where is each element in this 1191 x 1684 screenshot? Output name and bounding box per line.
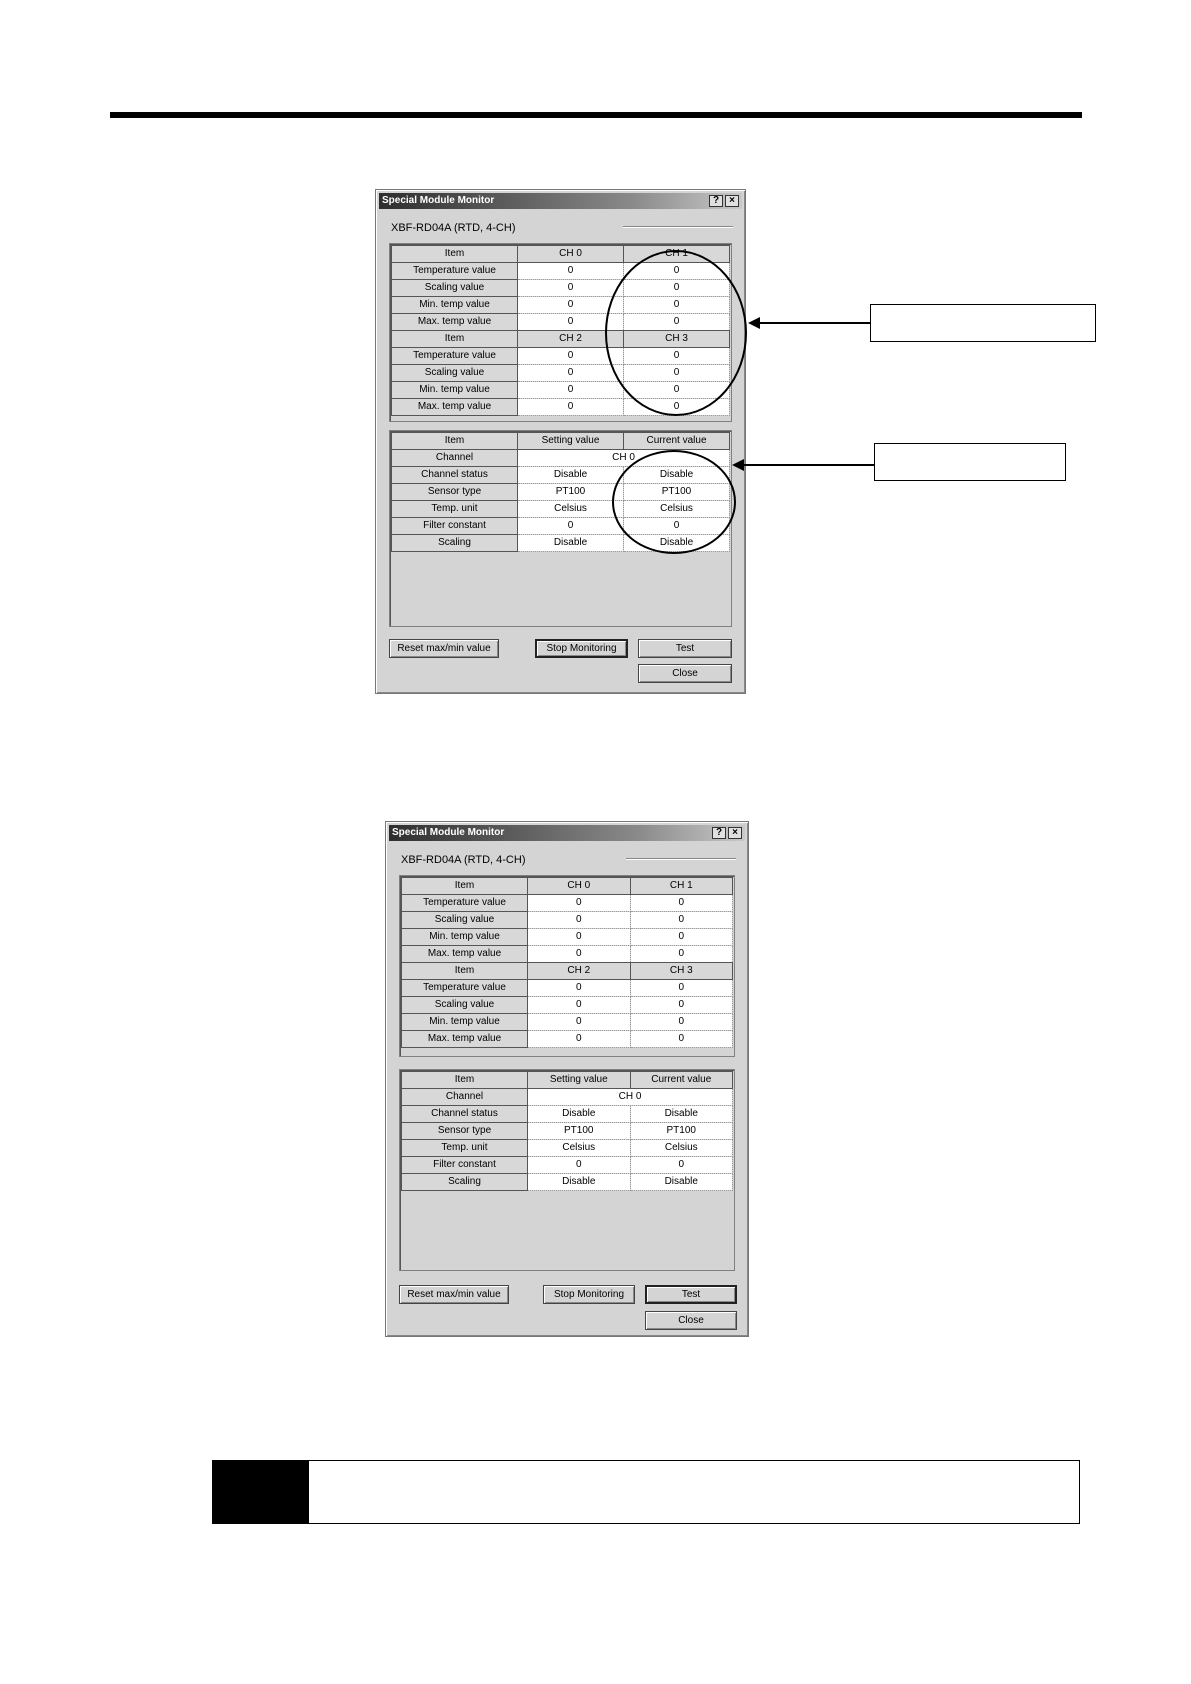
cell-value: PT100	[630, 1123, 733, 1140]
cell-value: 0	[528, 1014, 631, 1031]
row-label: Temperature value	[402, 895, 528, 912]
note-label-tab	[213, 1461, 309, 1523]
header-ch0: CH 0	[518, 246, 624, 263]
special-module-monitor-dialog	[375, 189, 746, 694]
settings-panel	[399, 1069, 735, 1271]
row-label: Temp. unit	[392, 501, 518, 518]
header-item: Item	[402, 878, 528, 895]
header-ch0: CH 0	[528, 878, 631, 895]
cell-value: 0	[518, 280, 624, 297]
row-label: Channel	[392, 450, 518, 467]
table-row[interactable]	[392, 484, 730, 501]
channel-row[interactable]	[402, 1089, 733, 1106]
row-label: Scaling	[402, 1174, 528, 1191]
cell-value: Disable	[630, 1106, 733, 1123]
row-label: Temperature value	[392, 348, 518, 365]
row-label: Temp. unit	[402, 1140, 528, 1157]
row-label: Min. temp value	[392, 382, 518, 399]
cell-value: 0	[518, 314, 624, 331]
header-current-value: Current value	[630, 1072, 733, 1089]
arrow-line	[758, 322, 870, 324]
table-row[interactable]	[402, 1106, 733, 1123]
table-row[interactable]	[402, 946, 733, 963]
row-label: Temperature value	[402, 980, 528, 997]
row-label: Scaling value	[392, 365, 518, 382]
table-row[interactable]	[402, 1174, 733, 1191]
row-label: Temperature value	[392, 263, 518, 280]
cell-value: 0	[624, 314, 730, 331]
channel-row[interactable]	[392, 450, 730, 467]
row-label: Scaling value	[402, 997, 528, 1014]
cell-value: 0	[630, 912, 733, 929]
table-row[interactable]	[392, 518, 730, 535]
cell-value: 0	[624, 280, 730, 297]
help-icon[interactable]: ?	[712, 827, 726, 839]
cell-value: 0	[518, 348, 624, 365]
cell-value: 0	[624, 382, 730, 399]
table-row[interactable]	[402, 997, 733, 1014]
stop-monitoring-button[interactable]: Stop Monitoring	[535, 639, 628, 658]
table-row[interactable]	[402, 929, 733, 946]
table-header-row	[402, 963, 733, 980]
cell-value: 0	[528, 946, 631, 963]
channel-value-panel	[389, 243, 732, 422]
help-icon[interactable]: ?	[709, 195, 723, 207]
cell-value: 0	[518, 365, 624, 382]
row-label: Min. temp value	[402, 929, 528, 946]
cell-value: 0	[630, 1014, 733, 1031]
cell-value: 0	[630, 946, 733, 963]
row-label: Channel	[402, 1089, 528, 1106]
cell-value[interactable]: PT100	[518, 484, 624, 501]
table-row[interactable]	[392, 348, 730, 365]
table-row[interactable]	[392, 382, 730, 399]
cell-value[interactable]: Disable	[528, 1174, 631, 1191]
module-name: XBF-RD04A (RTD, 4-CH)	[391, 222, 516, 234]
row-label: Filter constant	[392, 518, 518, 535]
settings-panel	[389, 430, 732, 627]
callout-box	[870, 304, 1096, 342]
row-label: Max. temp value	[402, 1031, 528, 1048]
stop-monitoring-button[interactable]: Stop Monitoring	[543, 1285, 635, 1304]
header-setting-value: Setting value	[528, 1072, 631, 1089]
table-row[interactable]	[392, 501, 730, 518]
header-ch2: CH 2	[518, 331, 624, 348]
module-name: XBF-RD04A (RTD, 4-CH)	[401, 854, 526, 866]
cell-value: Celsius	[624, 501, 730, 518]
row-label: Min. temp value	[392, 297, 518, 314]
row-label: Max. temp value	[402, 946, 528, 963]
dialog-titlebar: Special Module Monitor	[379, 193, 742, 209]
header-item: Item	[402, 963, 528, 980]
cell-value: 0	[528, 1031, 631, 1048]
header-ch2: CH 2	[528, 963, 631, 980]
table-header-row	[392, 433, 730, 450]
cell-value: 0	[630, 997, 733, 1014]
cell-value[interactable]: Celsius	[528, 1140, 631, 1157]
row-label: Channel status	[392, 467, 518, 484]
header-ch3: CH 3	[624, 331, 730, 348]
table-header-row	[402, 878, 733, 895]
row-label: Scaling	[392, 535, 518, 552]
table-row[interactable]	[392, 467, 730, 484]
cell-value: 0	[624, 518, 730, 535]
cell-value: 0	[630, 1031, 733, 1048]
header-item: Item	[392, 433, 518, 450]
table-row[interactable]	[392, 314, 730, 331]
cell-value: 0	[528, 895, 631, 912]
arrow-head	[732, 459, 744, 471]
channel-value-table	[401, 877, 733, 1048]
cell-value[interactable]: PT100	[528, 1123, 631, 1140]
cell-value: 0	[630, 980, 733, 997]
top-rule	[110, 112, 1082, 118]
row-label: Channel status	[402, 1106, 528, 1123]
cell-value: Celsius	[630, 1140, 733, 1157]
cell-value: 0	[528, 980, 631, 997]
header-current-value: Current value	[624, 433, 730, 450]
cell-value[interactable]: 0	[518, 518, 624, 535]
cell-value: 0	[624, 365, 730, 382]
cell-value: 0	[624, 399, 730, 416]
cell-value: 0	[630, 929, 733, 946]
cell-value[interactable]: Disable	[518, 467, 624, 484]
cell-value: 0	[518, 399, 624, 416]
close-button[interactable]: Close	[645, 1311, 737, 1330]
table-header-row	[392, 246, 730, 263]
table-row[interactable]	[402, 1157, 733, 1174]
row-label: Max. temp value	[392, 399, 518, 416]
row-label: Scaling value	[392, 280, 518, 297]
settings-table	[391, 432, 730, 552]
row-label: Max. temp value	[392, 314, 518, 331]
cell-value[interactable]: Celsius	[518, 501, 624, 518]
row-label: Scaling value	[402, 912, 528, 929]
separator	[623, 226, 733, 228]
table-row[interactable]	[402, 1031, 733, 1048]
cell-value: 0	[624, 263, 730, 280]
cell-value[interactable]: 0	[528, 1157, 631, 1174]
row-label: Min. temp value	[402, 1014, 528, 1031]
header-setting-value: Setting value	[518, 433, 624, 450]
close-icon[interactable]: ×	[725, 195, 739, 207]
cell-value: 0	[624, 297, 730, 314]
dialog-titlebar: Special Module Monitor	[389, 825, 745, 841]
row-label: Filter constant	[402, 1157, 528, 1174]
callout-box	[874, 443, 1066, 481]
cell-value: 0	[518, 263, 624, 280]
table-row[interactable]	[392, 399, 730, 416]
table-header-row	[402, 1072, 733, 1089]
cell-value: 0	[630, 1157, 733, 1174]
header-ch1: CH 1	[624, 246, 730, 263]
table-row[interactable]	[402, 912, 733, 929]
cell-value: Disable	[624, 467, 730, 484]
header-ch3: CH 3	[630, 963, 733, 980]
cell-value[interactable]: Disable	[518, 535, 624, 552]
note-box	[212, 1460, 1080, 1524]
separator	[626, 858, 736, 860]
cell-value: 0	[518, 382, 624, 399]
cell-value[interactable]: Disable	[528, 1106, 631, 1123]
table-row[interactable]	[392, 535, 730, 552]
close-icon[interactable]: ×	[728, 827, 742, 839]
cell-value: PT100	[624, 484, 730, 501]
table-row[interactable]	[392, 263, 730, 280]
cell-value: 0	[528, 929, 631, 946]
header-item: Item	[392, 246, 518, 263]
test-button[interactable]: Test	[645, 1285, 737, 1304]
channel-value-panel	[399, 875, 735, 1057]
header-ch1: CH 1	[630, 878, 733, 895]
close-button[interactable]: Close	[638, 664, 732, 683]
table-row[interactable]	[392, 297, 730, 314]
table-row[interactable]	[402, 980, 733, 997]
channel-selector[interactable]: CH 0	[528, 1089, 733, 1106]
cell-value: 0	[630, 895, 733, 912]
channel-selector[interactable]: CH 0	[518, 450, 730, 467]
cell-value: 0	[518, 297, 624, 314]
table-row[interactable]	[402, 1014, 733, 1031]
row-label: Sensor type	[402, 1123, 528, 1140]
cell-value: 0	[624, 348, 730, 365]
cell-value: Disable	[630, 1174, 733, 1191]
channel-value-table	[391, 245, 730, 416]
header-item: Item	[392, 331, 518, 348]
header-item: Item	[402, 1072, 528, 1089]
reset-max-min-button[interactable]: Reset max/min value	[399, 1285, 509, 1304]
table-row[interactable]	[402, 1140, 733, 1157]
settings-table	[401, 1071, 733, 1191]
table-header-row	[392, 331, 730, 348]
test-button[interactable]: Test	[638, 639, 732, 658]
table-row[interactable]	[392, 365, 730, 382]
arrow-head	[748, 317, 760, 329]
table-row[interactable]	[402, 1123, 733, 1140]
cell-value: 0	[528, 912, 631, 929]
cell-value: Disable	[624, 535, 730, 552]
table-row[interactable]	[402, 895, 733, 912]
cell-value: 0	[528, 997, 631, 1014]
arrow-line	[742, 464, 874, 466]
reset-max-min-button[interactable]: Reset max/min value	[389, 639, 499, 658]
table-row[interactable]	[392, 280, 730, 297]
special-module-monitor-dialog	[385, 821, 749, 1337]
row-label: Sensor type	[392, 484, 518, 501]
